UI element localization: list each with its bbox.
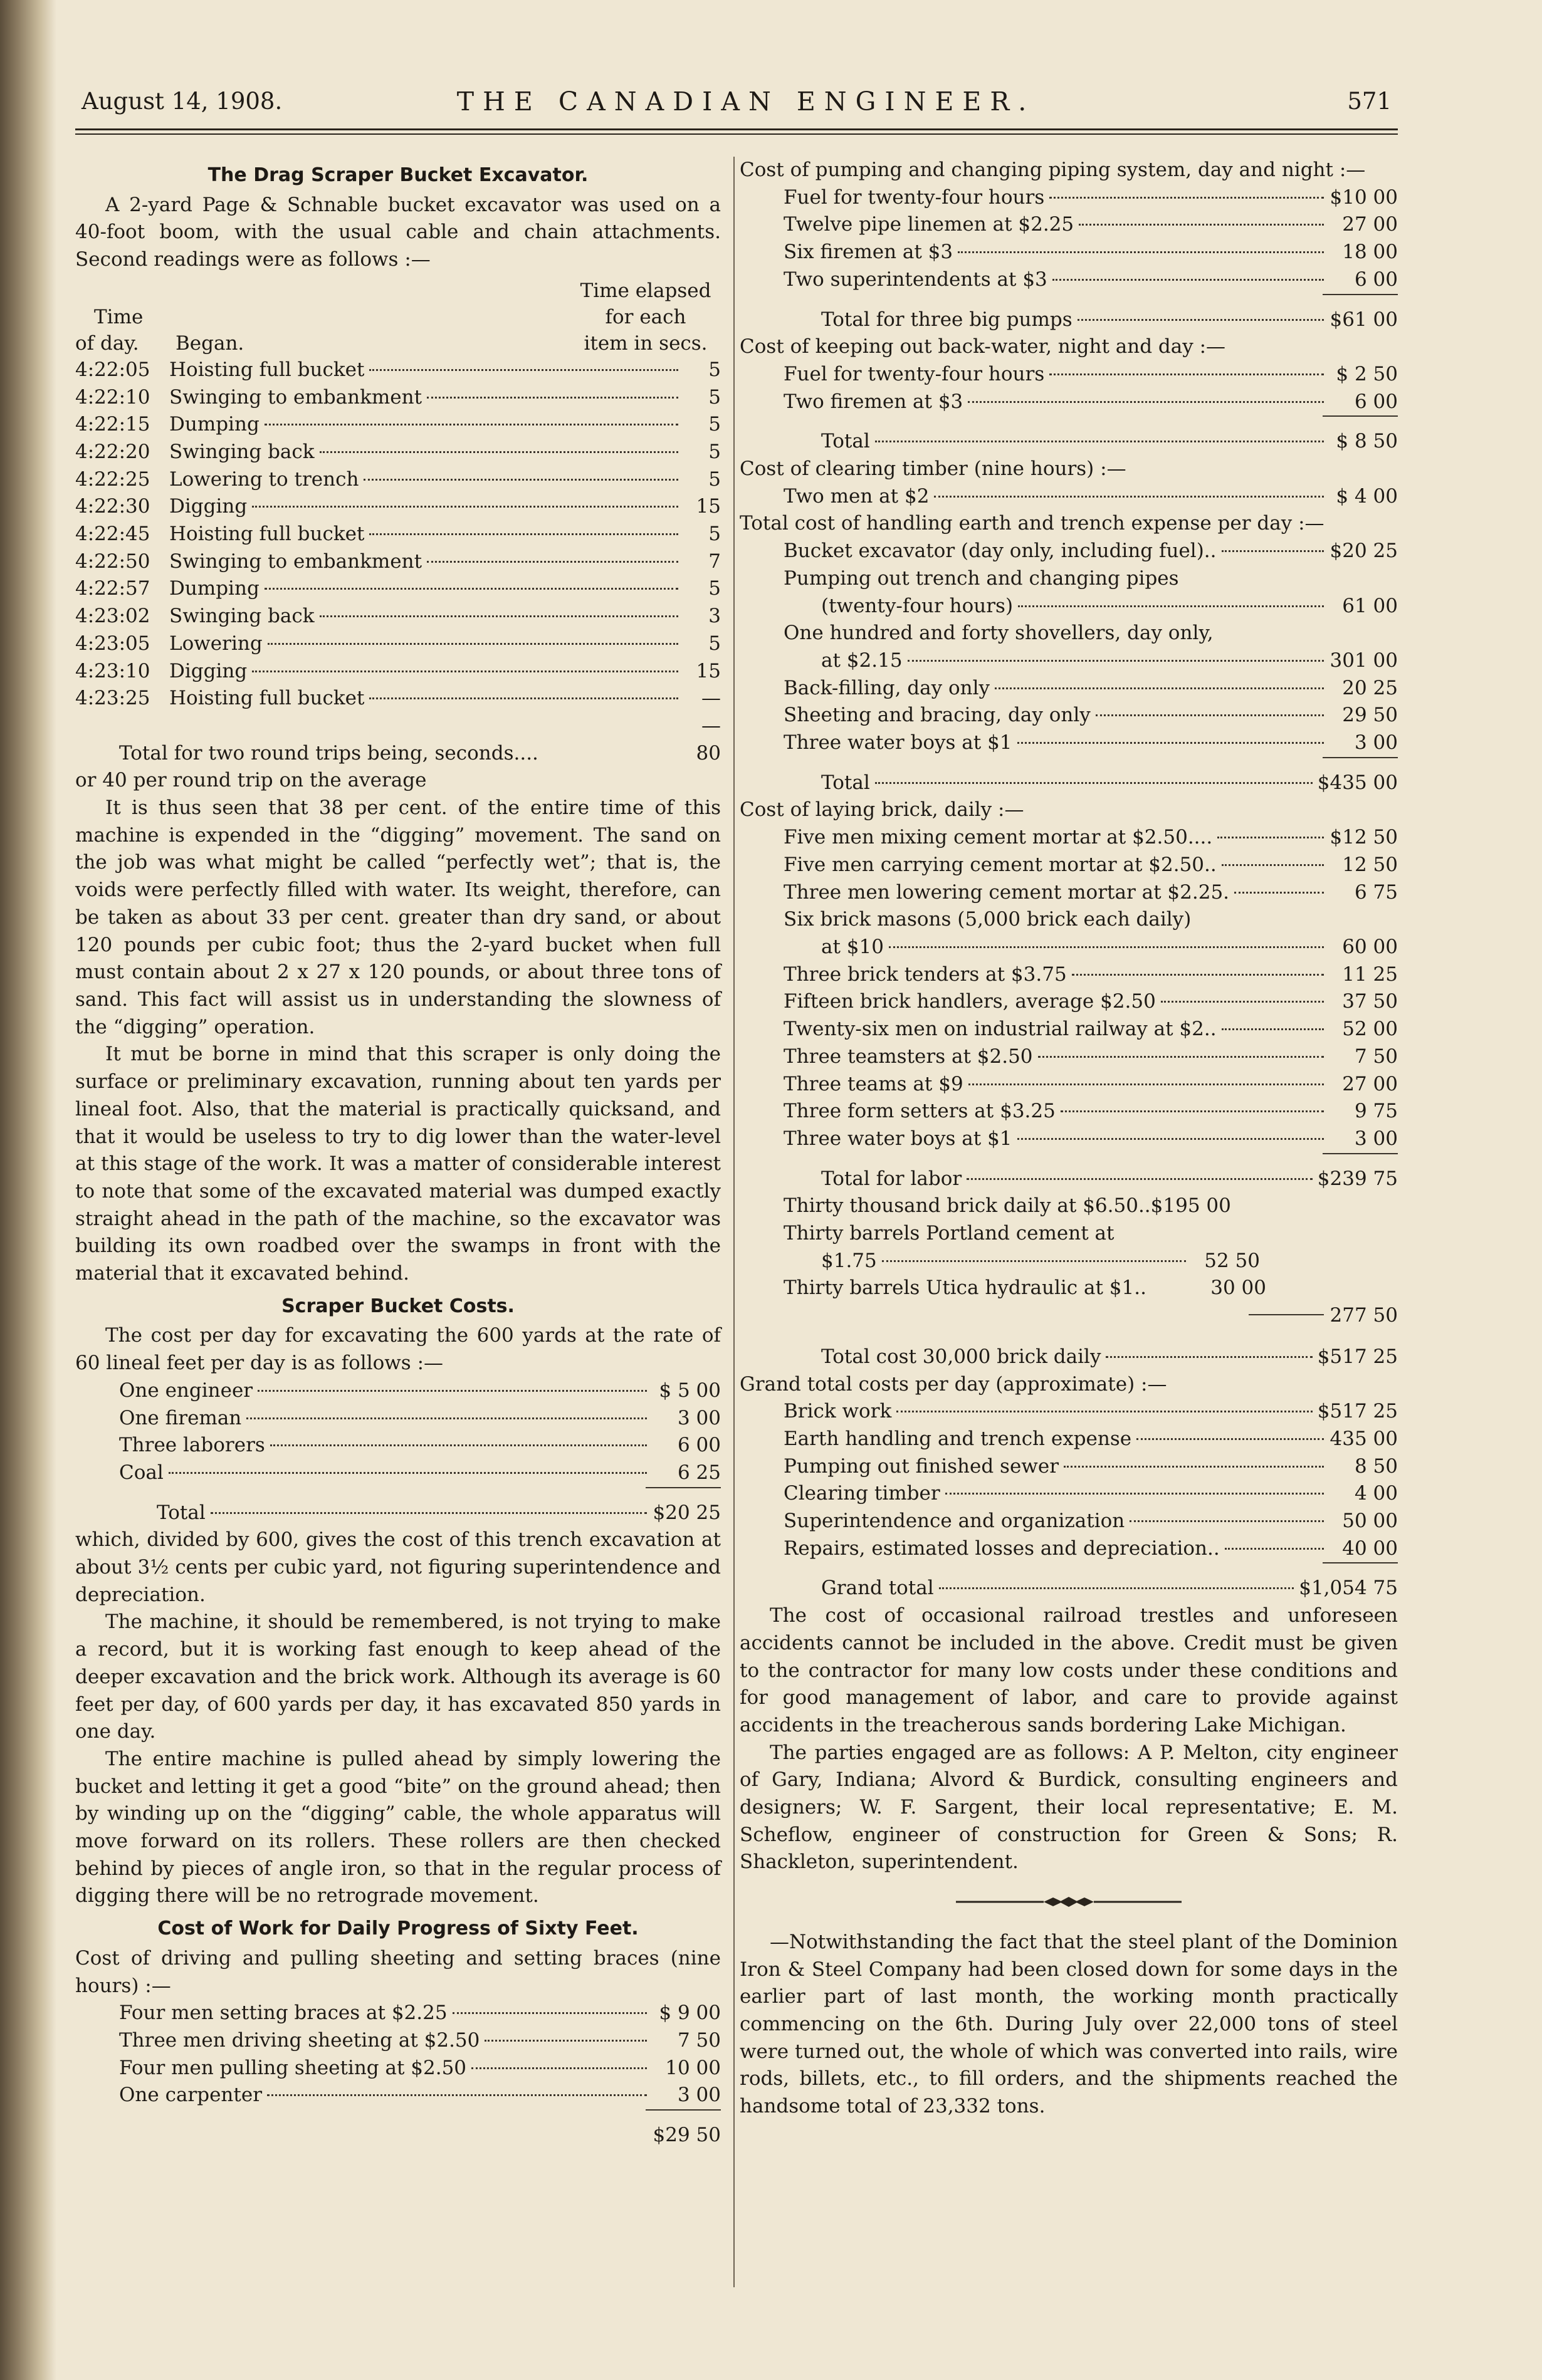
- cost-label: Four men setting braces at $2.25: [119, 2002, 448, 2025]
- header-rule-secondary: [75, 133, 1398, 135]
- cost-label: Two superintendents at $3: [784, 268, 1047, 291]
- timing-time: 4:22:30: [75, 495, 150, 518]
- backwater-table: [740, 361, 1398, 415]
- cost-value: 60 00: [1342, 935, 1398, 958]
- cost-label: at $2.15: [821, 649, 903, 672]
- timing-row: [75, 357, 721, 384]
- sheeting-table: [75, 2000, 721, 2109]
- materials-sum: 277 50: [1330, 1304, 1398, 1327]
- timing-header-right: [570, 278, 721, 357]
- labor-total-rule: [740, 1153, 1398, 1166]
- paragraph-divided: which, divided by 600, gives the cost of this trench excavation at about 3½ cents per cubic yard, not figuring superintendence and depreciation.: [75, 1528, 721, 1606]
- cost-row: [740, 824, 1398, 852]
- timing-action: Hoisting full bucket: [169, 358, 365, 381]
- cost-label: Two men at $2: [784, 484, 930, 508]
- paragraph-record: The machine, it should be remembered, is not trying to make a record, but it is working fast enough to keep ahead of the deeper excavation and the brick work. Although its average is 60 feet per day, of 600 yards per day, it has excavated 850 yards in one day.: [75, 1610, 721, 1743]
- cost-label: Pumping out finished sewer: [784, 1454, 1059, 1478]
- th-row: [75, 330, 301, 357]
- cost-total-row: [75, 1500, 721, 1527]
- cost-row: [740, 239, 1398, 266]
- cost-value: 3 00: [1354, 731, 1398, 754]
- paragraph-accidents: The cost of occasional railroad trestles and unforeseen accidents cannot be included in the above. Credit must be given to the contractor for many low costs under these conditions and for good management of labor, and care to provide against accidents in the treacherous sands bordering Lake Michigan.: [740, 1604, 1398, 1736]
- cost-value: 12 50: [1342, 853, 1398, 876]
- timing-seconds: 5: [708, 358, 721, 381]
- cost-row: [75, 1459, 721, 1487]
- th-time: Time: [94, 305, 144, 328]
- cost-value: $ 2 50: [1336, 362, 1398, 385]
- materials-value-2b: 52 50: [1204, 1249, 1260, 1272]
- cost-row: [740, 852, 1398, 879]
- cost-label: One carpenter: [119, 2084, 263, 2107]
- cost-label: One hundred and forty shovellers, day only,: [784, 622, 1214, 645]
- cost-label: Clearing timber: [784, 1482, 940, 1505]
- th-elapsed-1: Time elapsed: [580, 279, 711, 302]
- cost-label: Earth handling and trench expense: [784, 1427, 1132, 1450]
- backwater-total-label: Total: [821, 430, 870, 453]
- handling-total-value: $435 00: [1317, 771, 1398, 794]
- materials-row-1: [740, 1193, 1398, 1220]
- cost-row: [740, 934, 1398, 961]
- sheeting-heading: Cost of driving and pulling sheeting and setting braces (nine hours) :—: [75, 1946, 721, 1997]
- cost-value: 10 00: [665, 2056, 721, 2079]
- timing-row: [75, 575, 721, 603]
- timing-row: [75, 685, 721, 712]
- timing-time: 4:22:05: [75, 358, 150, 381]
- cost-label: Two firemen at $3: [784, 390, 963, 413]
- pump-total-rule: [740, 294, 1398, 306]
- th-began: Began.: [176, 331, 244, 355]
- timing-row: [75, 521, 721, 548]
- grand-total-row: [740, 1575, 1398, 1602]
- materials-label-1: Thirty thousand brick daily at $6.50..$195 00: [784, 1194, 1231, 1218]
- timing-table-header: [75, 278, 721, 357]
- grand-total-value: $1,054 75: [1299, 1577, 1398, 1600]
- timing-row: [75, 658, 721, 686]
- cost-value: $20 25: [1330, 540, 1398, 563]
- journal-title: THE CANADIAN ENGINEER.: [456, 86, 1036, 117]
- cost-label: Three brick tenders at $3.75: [784, 963, 1067, 986]
- cost-row: [75, 1377, 721, 1405]
- timing-action: Swinging back: [169, 440, 315, 463]
- labor-total-row: [740, 1166, 1398, 1193]
- cost-row: [740, 483, 1398, 511]
- timing-time: 4:23:05: [75, 632, 150, 655]
- backwater-total-value: $ 8 50: [1336, 430, 1398, 453]
- cost-value: $10 00: [1330, 185, 1398, 209]
- cost-row: [740, 961, 1398, 989]
- cost-label: Six firemen at $3: [784, 241, 953, 264]
- sheeting-total-value: $29 50: [653, 2124, 721, 2147]
- th-elapsed-3: item in secs.: [584, 331, 708, 355]
- cost-row: [740, 361, 1398, 389]
- cost-value: 3 00: [1354, 1127, 1398, 1150]
- th-ofday: of day.: [75, 331, 139, 355]
- cost-label: One engineer: [119, 1379, 253, 1402]
- cost-value: 50 00: [1342, 1510, 1398, 1533]
- cost-row: [740, 1098, 1398, 1125]
- timing-action: Digging: [169, 495, 248, 518]
- cost-label: Twenty-six men on industrial railway at $2..: [784, 1018, 1217, 1041]
- grand-total-rule: [740, 1562, 1398, 1575]
- timing-row: [75, 548, 721, 576]
- ornament-divider-icon: [956, 1896, 1182, 1908]
- cost-label: One fireman: [119, 1406, 242, 1429]
- cost-row: [740, 879, 1398, 907]
- backwater-total-row: [740, 428, 1398, 456]
- timing-dash: —: [701, 714, 721, 737]
- cost-label: Pumping out trench and changing pipes: [784, 566, 1179, 590]
- paragraph-surface: It mut be borne in mind that this scraper is only doing the surface or preliminary excavation, running about ten yards per lineal foot. Also, that the material is practically quicksand, and that it would be useless to try to dig lower than the water-level at this stage of the work. It was a matter of considerable interest to note that some of the excavated material was dumped exactly straight ahead in the path of the machine, so the excavator was building its own roadbed over the swamps in front with the material that it excavated behind.: [75, 1043, 721, 1285]
- grand-total-label: Grand total: [821, 1577, 934, 1600]
- timber-heading: Cost of clearing timber (nine hours) :—: [740, 457, 1126, 481]
- cost-label: Three teamsters at $2.50: [784, 1045, 1033, 1068]
- timing-seconds: 5: [708, 385, 721, 409]
- cost-row: [740, 1535, 1398, 1563]
- cost-label: Fifteen brick handlers, average $2.50: [784, 990, 1156, 1013]
- round-trip-total: [75, 740, 721, 768]
- timing-row: [75, 439, 721, 466]
- cost-label: at $10: [821, 935, 884, 958]
- cost-value: $ 4 00: [1336, 484, 1398, 508]
- backwater-total-rule: [740, 415, 1398, 428]
- timing-time: 4:22:25: [75, 467, 150, 491]
- cost-label: (twenty-four hours): [821, 594, 1014, 617]
- timing-seconds: 5: [708, 632, 721, 655]
- timing-time: 4:23:02: [75, 605, 150, 628]
- header-rule: [75, 128, 1398, 130]
- brick-total-label: Total cost 30,000 brick daily: [821, 1345, 1101, 1368]
- labor-total-value: $239 75: [1317, 1167, 1398, 1190]
- cost-label: Three laborers: [119, 1434, 265, 1457]
- page-binding-shadow: [0, 0, 56, 2380]
- section-ornament: [740, 1889, 1398, 1916]
- per-trip-line: or 40 per round trip on the average: [75, 769, 427, 792]
- cost-value: 29 50: [1342, 704, 1398, 727]
- cost-value: 9 75: [1354, 1100, 1398, 1123]
- backwater-heading: Cost of keeping out back-water, night and day :—: [740, 335, 1226, 358]
- materials-value-3: 30 00: [1210, 1276, 1266, 1300]
- timing-action: Lowering to trench: [169, 467, 359, 491]
- cost-label: Fuel for twenty-four hours: [784, 362, 1045, 385]
- cost-label: Sheeting and bracing, day only: [784, 704, 1091, 727]
- cost-value: $ 5 00: [659, 1379, 721, 1402]
- timing-action: Dumping: [169, 577, 260, 600]
- cost-row: [740, 593, 1398, 620]
- timing-seconds: 15: [696, 495, 721, 518]
- cost-value: 11 25: [1342, 963, 1398, 986]
- cost-label: Five men mixing cement mortar at $2.50....: [784, 826, 1213, 849]
- pump-total-value: $61 00: [1330, 308, 1398, 331]
- sheeting-total-rule: [75, 2109, 721, 2122]
- timing-row: [75, 630, 721, 658]
- timing-time: 4:22:50: [75, 550, 150, 573]
- timing-action: Lowering: [169, 632, 263, 655]
- timber-table: [740, 483, 1398, 511]
- materials-row-3: [740, 1275, 1266, 1302]
- timing-action: Hoisting full bucket: [169, 523, 365, 546]
- cost-label: Twelve pipe linemen at $2.25: [784, 213, 1074, 236]
- section-title-daily-progress: Cost of Work for Daily Progress of Sixty Feet.: [157, 1918, 639, 1940]
- timing-row: [75, 603, 721, 630]
- cost-row: [75, 2000, 721, 2027]
- cost-label: Brick work: [784, 1400, 892, 1423]
- cost-label: Three men driving sheeting at $2.50: [119, 2029, 480, 2052]
- round-trip-label: Total for two round trips being, seconds....: [119, 741, 538, 765]
- cost-value: 27 00: [1342, 1072, 1398, 1095]
- cost-row: [740, 702, 1398, 729]
- cost-value: 3 00: [677, 2084, 721, 2107]
- timing-time: 4:23:25: [75, 687, 150, 710]
- cost-label: Three water boys at $1: [784, 731, 1012, 754]
- timing-action: Digging: [169, 659, 248, 682]
- cost-row: [740, 1071, 1398, 1099]
- cost-label: Back-filling, day only: [784, 676, 990, 699]
- cost-row: [740, 1508, 1398, 1535]
- timing-seconds: 3: [708, 605, 721, 628]
- cost-value: 4 00: [1354, 1482, 1398, 1505]
- cost-value: 37 50: [1342, 990, 1398, 1013]
- timing-time: 4:22:20: [75, 440, 150, 463]
- cost-row: [740, 620, 1398, 647]
- timing-dash-row: [75, 712, 721, 740]
- timing-seconds: 15: [696, 659, 721, 682]
- cost-row: [740, 906, 1398, 934]
- cost-total-label: Total: [157, 1501, 206, 1524]
- cost-value: $12 50: [1330, 826, 1398, 849]
- bucket-cost-table: [75, 1377, 721, 1487]
- materials-row-2b: [740, 1248, 1260, 1275]
- pump-heading: Cost of pumping and changing piping system, day and night :—: [740, 159, 1366, 181]
- header-date: August 14, 1908.: [81, 88, 283, 115]
- cost-label: Coal: [119, 1461, 164, 1484]
- cost-row: [75, 2055, 721, 2082]
- section-title-excavator: The Drag Scraper Bucket Excavator.: [207, 164, 589, 186]
- timing-action: Hoisting full bucket: [169, 687, 365, 710]
- cost-label: Bucket excavator (day only, including fuel)..: [784, 540, 1217, 563]
- timing-row: [75, 411, 721, 439]
- cost-row: [75, 2082, 721, 2109]
- handling-total-row: [740, 770, 1398, 797]
- timing-table: [75, 357, 721, 712]
- cost-value: $ 9 00: [659, 2002, 721, 2025]
- timing-row: [75, 493, 721, 521]
- cost-value: 40 00: [1342, 1537, 1398, 1560]
- materials-label-2b: $1.75: [821, 1249, 877, 1272]
- cost-value: 6 00: [1354, 268, 1398, 291]
- paragraph-cost-rate: The cost per day for excavating the 600 yards at the rate of 60 lineal feet per day is as follows :—: [75, 1324, 721, 1375]
- cost-value: 301 00: [1330, 649, 1398, 672]
- cost-row: [740, 1125, 1398, 1153]
- timing-action: Swinging to embankment: [169, 385, 422, 409]
- timing-time: 4:23:10: [75, 659, 150, 682]
- timing-action: Swinging to embankment: [169, 550, 422, 573]
- cost-row: [740, 1480, 1398, 1508]
- cost-value: 8 50: [1354, 1454, 1398, 1478]
- cost-label: Four men pulling sheeting at $2.50: [119, 2056, 467, 2079]
- grand-table: [740, 1398, 1398, 1562]
- cost-value: 6 25: [677, 1461, 721, 1484]
- cost-row: [75, 1432, 721, 1459]
- cost-total-rule: [75, 1487, 721, 1500]
- cost-value: 6 75: [1354, 880, 1398, 904]
- right-column: [740, 157, 1398, 2121]
- cost-label: Three form setters at $3.25: [784, 1100, 1056, 1123]
- cost-label: Fuel for twenty-four hours: [784, 185, 1045, 209]
- cost-row: [740, 184, 1398, 212]
- paragraph-pulled-ahead: The entire machine is pulled ahead by simply lowering the bucket and letting it get a good “bite” on the ground ahead; then by winding up on the “digging” cable, the whole apparatus will move forward on its rollers. These rollers are then checked behind by pieces of angle iron, so that in the regular process of digging there will be no retrograde movement.: [75, 1747, 721, 1908]
- materials-sum-row: [740, 1302, 1398, 1330]
- cost-row: [740, 675, 1398, 702]
- timing-seconds: 5: [708, 523, 721, 546]
- section-title-bucket-costs: Scraper Bucket Costs.: [281, 1295, 515, 1317]
- cost-total-value: $20 25: [653, 1501, 721, 1524]
- cost-label: Six brick masons (5,000 brick each daily): [784, 908, 1192, 931]
- timing-seconds: 5: [708, 467, 721, 491]
- timing-action: Dumping: [169, 413, 260, 436]
- pump-table: [740, 184, 1398, 294]
- timing-seconds: 7: [708, 550, 721, 573]
- timing-time: 4:22:57: [75, 577, 150, 600]
- handling-total-rule: [740, 757, 1398, 770]
- sheeting-total-row: [75, 2122, 721, 2149]
- timing-header-left: [75, 278, 301, 357]
- cost-row: [740, 988, 1398, 1016]
- intro-paragraph: A 2-yard Page & Schnable bucket excavator was used on a 40-foot boom, with the usual cable and chain attachments. Second readings were as follows :—: [75, 193, 721, 271]
- handling-table: [740, 538, 1398, 757]
- cost-row: [740, 211, 1398, 239]
- cost-label: Repairs, estimated losses and depreciation..: [784, 1537, 1220, 1560]
- timing-row: [75, 466, 721, 494]
- materials-row-2: [740, 1220, 1398, 1248]
- cost-row: [740, 729, 1398, 757]
- cost-value: 6 00: [1354, 390, 1398, 413]
- timing-seconds: —: [701, 687, 721, 710]
- cost-row: [75, 2027, 721, 2055]
- cost-value: 20 25: [1342, 676, 1398, 699]
- round-trip-value: 80: [696, 741, 721, 765]
- cost-row: [740, 1043, 1398, 1071]
- cost-label: Three men lowering cement mortar at $2.25.: [784, 880, 1230, 904]
- page-number: 571: [1347, 88, 1392, 115]
- brick-table: [740, 824, 1398, 1152]
- cost-row: [740, 1453, 1398, 1481]
- cost-label: Superintendence and organization: [784, 1510, 1125, 1533]
- cost-row: [75, 1405, 721, 1433]
- timing-seconds: 5: [708, 440, 721, 463]
- paragraph-parties: The parties engaged are as follows: A P. Melton, city engineer of Gary, Indiana; Alvord & Burdick, consulting engineers and designers; W. F. Sargent, their local representative; E. M. Scheflow, engineer of construction for Green & Sons; R. Shackleton, superintendent.: [740, 1741, 1398, 1874]
- paragraph-steel-plant: —Notwithstanding the fact that the steel plant of the Dominion Iron & Steel Company had been closed down for some days in the earlier part of last month, the working month practically commencing on the 6th. During July over 22,000 tons of steel were turned out, the whole of which was converted into rails, wire rods, billets, etc., to fill orders, and the shipments reached the handsome total of 23,332 tons.: [740, 1930, 1398, 2118]
- running-header: [75, 81, 1417, 119]
- brick-heading: Cost of laying brick, daily :—: [740, 798, 1024, 822]
- cost-row: [740, 266, 1398, 294]
- grand-heading: Grand total costs per day (approximate) :—: [740, 1372, 1167, 1396]
- materials-label-3: Thirty barrels Utica hydraulic at $1..: [784, 1276, 1146, 1300]
- cost-value: $517 25: [1317, 1400, 1398, 1423]
- brick-total-value: $517 25: [1317, 1345, 1398, 1368]
- cost-value: 61 00: [1342, 594, 1398, 617]
- cost-value: 435 00: [1330, 1427, 1398, 1450]
- timing-action: Swinging back: [169, 605, 315, 628]
- cost-value: 7 50: [1354, 1045, 1398, 1068]
- cost-label: Three teams at $9: [784, 1072, 963, 1095]
- timing-seconds: 5: [708, 413, 721, 436]
- cost-row: [740, 1426, 1398, 1453]
- handling-heading: Total cost of handling earth and trench expense per day :—: [740, 512, 1324, 535]
- cost-value: 18 00: [1342, 241, 1398, 264]
- cost-value: 7 50: [677, 2029, 721, 2052]
- timing-time: 4:22:15: [75, 413, 150, 436]
- left-column: [75, 157, 721, 2149]
- cost-row: [740, 647, 1398, 675]
- timing-time: 4:22:45: [75, 523, 150, 546]
- cost-row: [740, 1398, 1398, 1426]
- cost-value: 27 00: [1342, 213, 1398, 236]
- timing-seconds: 5: [708, 577, 721, 600]
- th-elapsed-2: for each: [605, 305, 686, 328]
- cost-value: 6 00: [677, 1434, 721, 1457]
- cost-value: 3 00: [677, 1406, 721, 1429]
- pump-total-label: Total for three big pumps: [821, 308, 1073, 331]
- cost-row: [740, 389, 1398, 416]
- handling-total-label: Total: [821, 771, 870, 794]
- timing-time: 4:22:10: [75, 385, 150, 409]
- paragraph-digging: It is thus seen that 38 per cent. of the entire time of this machine is expended in the “digging” movement. The sand on the job was what might be called “perfectly wet”; that is, the voids were perfectly filled with water. Its weight, therefore, can be taken as about 33 per cent. greater than dry sand, or about 120 pounds per cubic foot; thus the 2-yard bucket when full must contain about 2 x 27 x 120 pounds, or about three tons of sand. This fact will assist us in understanding the slowness of the “digging” operation.: [75, 796, 721, 1038]
- cost-row: [740, 538, 1398, 565]
- timing-row: [75, 384, 721, 412]
- column-divider: [733, 157, 735, 2287]
- cost-value: 52 00: [1342, 1018, 1398, 1041]
- cost-label: Five men carrying cement mortar at $2.50..: [784, 853, 1217, 876]
- pump-total-row: [740, 306, 1398, 334]
- labor-total-label: Total for labor: [821, 1167, 962, 1190]
- brick-total-row: [740, 1344, 1398, 1371]
- cost-row: [740, 565, 1398, 593]
- materials-label-2: Thirty barrels Portland cement at: [784, 1222, 1115, 1245]
- cost-label: Three water boys at $1: [784, 1127, 1012, 1150]
- cost-row: [740, 1016, 1398, 1043]
